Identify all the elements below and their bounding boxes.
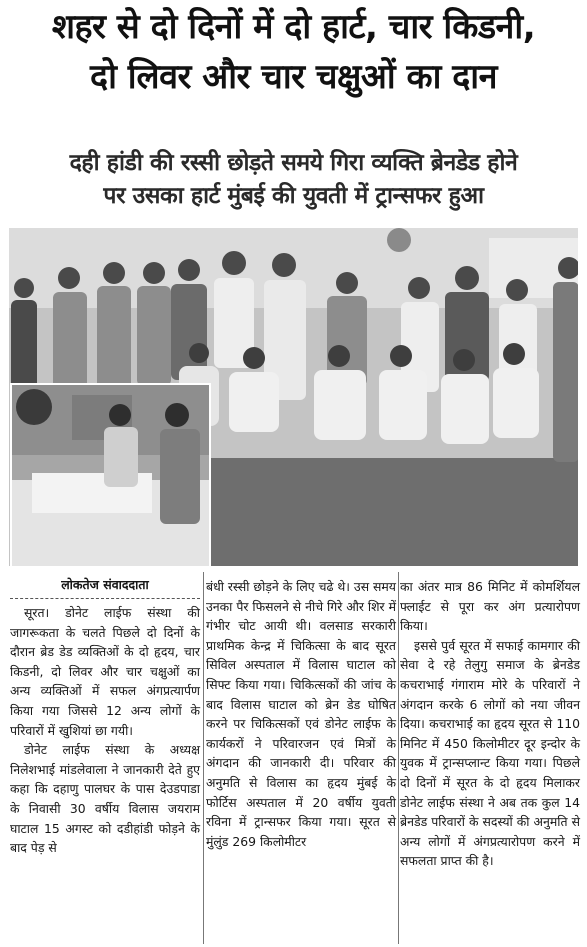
article-column-2 [206,577,396,851]
subheadline [4,147,583,213]
byline: लोकतेज संवाददाता [10,576,200,599]
article-paragraph: डोनेट लाईफ संस्था के अध्यक्ष निलेशभाई मांडलेवाला ने जानकारी देते हुए कहा कि दहाणु पालघर के पास देउडपाडा के निवासी 30 वर्षीय विलास जयराम घाटाल 15 अगस्ट को दडीहांडी फोड़ने के बाद पेड़ से [10,742,200,856]
article-paragraph: का अंतर मात्र 86 मिनिट में कोमर्शियल फ्लाईट से पूरा कर अंग प्रत्यारोपण किया। [400,579,580,634]
column-rule-1 [203,572,204,944]
article-paragraph: सूरत। डोनेट लाईफ संस्था की जागरूकता के चलते पिछले दो दिनों के दौरान ब्रेड डेड व्यक्तिओं के दो हृदय, चार किडनी, दो लिवर और चार चक्षुओं का अन्य व्यक्तिओं में सफल अंगप्रत्यार्पण किया गया जिससे 12 अन्य लोगों के परिवारों में खुशियां छा गयी। [10,605,200,738]
column-rule-2 [398,572,399,944]
article-column-1 [10,576,200,858]
article-paragraph: बंधी रस्सी छोड़ने के लिए चढे थे। उस समय उनका पैर फिसलने से नीचे गिरे और शिर में गंभीर चोट आयी थी। वलसाड सरकारी प्राथमिक केन्द्र में चिकित्सा के बाद सूरत सिविल अस्पताल में विलास घाटाल को सिफ्ट किया गया। चिकित्सकों की जांच के बाद विलास घाटाल को ब्रेन डेड घोषित करने पर चिकित्सकों एवं डोनेट लाईफ के कार्यकरों ने परिवारजन एवं मित्रों के अंगदान की जानकारी दी। परिवार की अनुमति से विलास का हृदय मुंबई के फोर्टिस अस्पताल में 20 वर्षीय युवती रविना में ट्रान्सफर किया गया। सूरत से मुंलुंड 269 किलोमीटर [206,579,396,849]
headline-line-2: दो लिवर और चार चक्षुओं का दान [90,57,497,97]
headline [4,2,583,102]
article-column-3 [400,577,580,871]
hospital-inset-illustration [12,385,209,566]
article-paragraph: इससे पुर्व सूरत में सफाई कामगार की सेवा दे रहे तेलुगु समाज के ब्रेनडेड कचराभाई गंगाराम मोरे के परिवारों ने अंगदान करके 6 लोगों को नया जीवन दिया। कचराभाई का हृदय सूरत से 110 मिनिट में 450 किलोमीटर दूर इन्दोर के युवक में ट्रान्सप्लान्ट किया गया। पिछले दो दिनों में सूरत के दो हृदय मिलाकर डोनेट लाईफ संस्था ने अब तक कुल 14 ब्रेनडेड परिवारों के सदस्यों की अनुमति से अन्य लोगों में अंगप्रत्यारोपण करने में सफलता प्राप्त की है। [400,637,580,869]
headline-line-1: शहर से दो दिनों में दो हार्ट, चार किडनी, [51,7,536,47]
hospital-inset-photo [10,383,211,568]
subheadline-line-2: पर उसका हार्ट मुंबई की युवती में ट्रान्सफर हुआ [103,183,484,209]
subheadline-line-1: दही हांडी की रस्सी छोड़ते समये गिरा व्यक्ति ब्रेनडेड होने [69,150,518,176]
